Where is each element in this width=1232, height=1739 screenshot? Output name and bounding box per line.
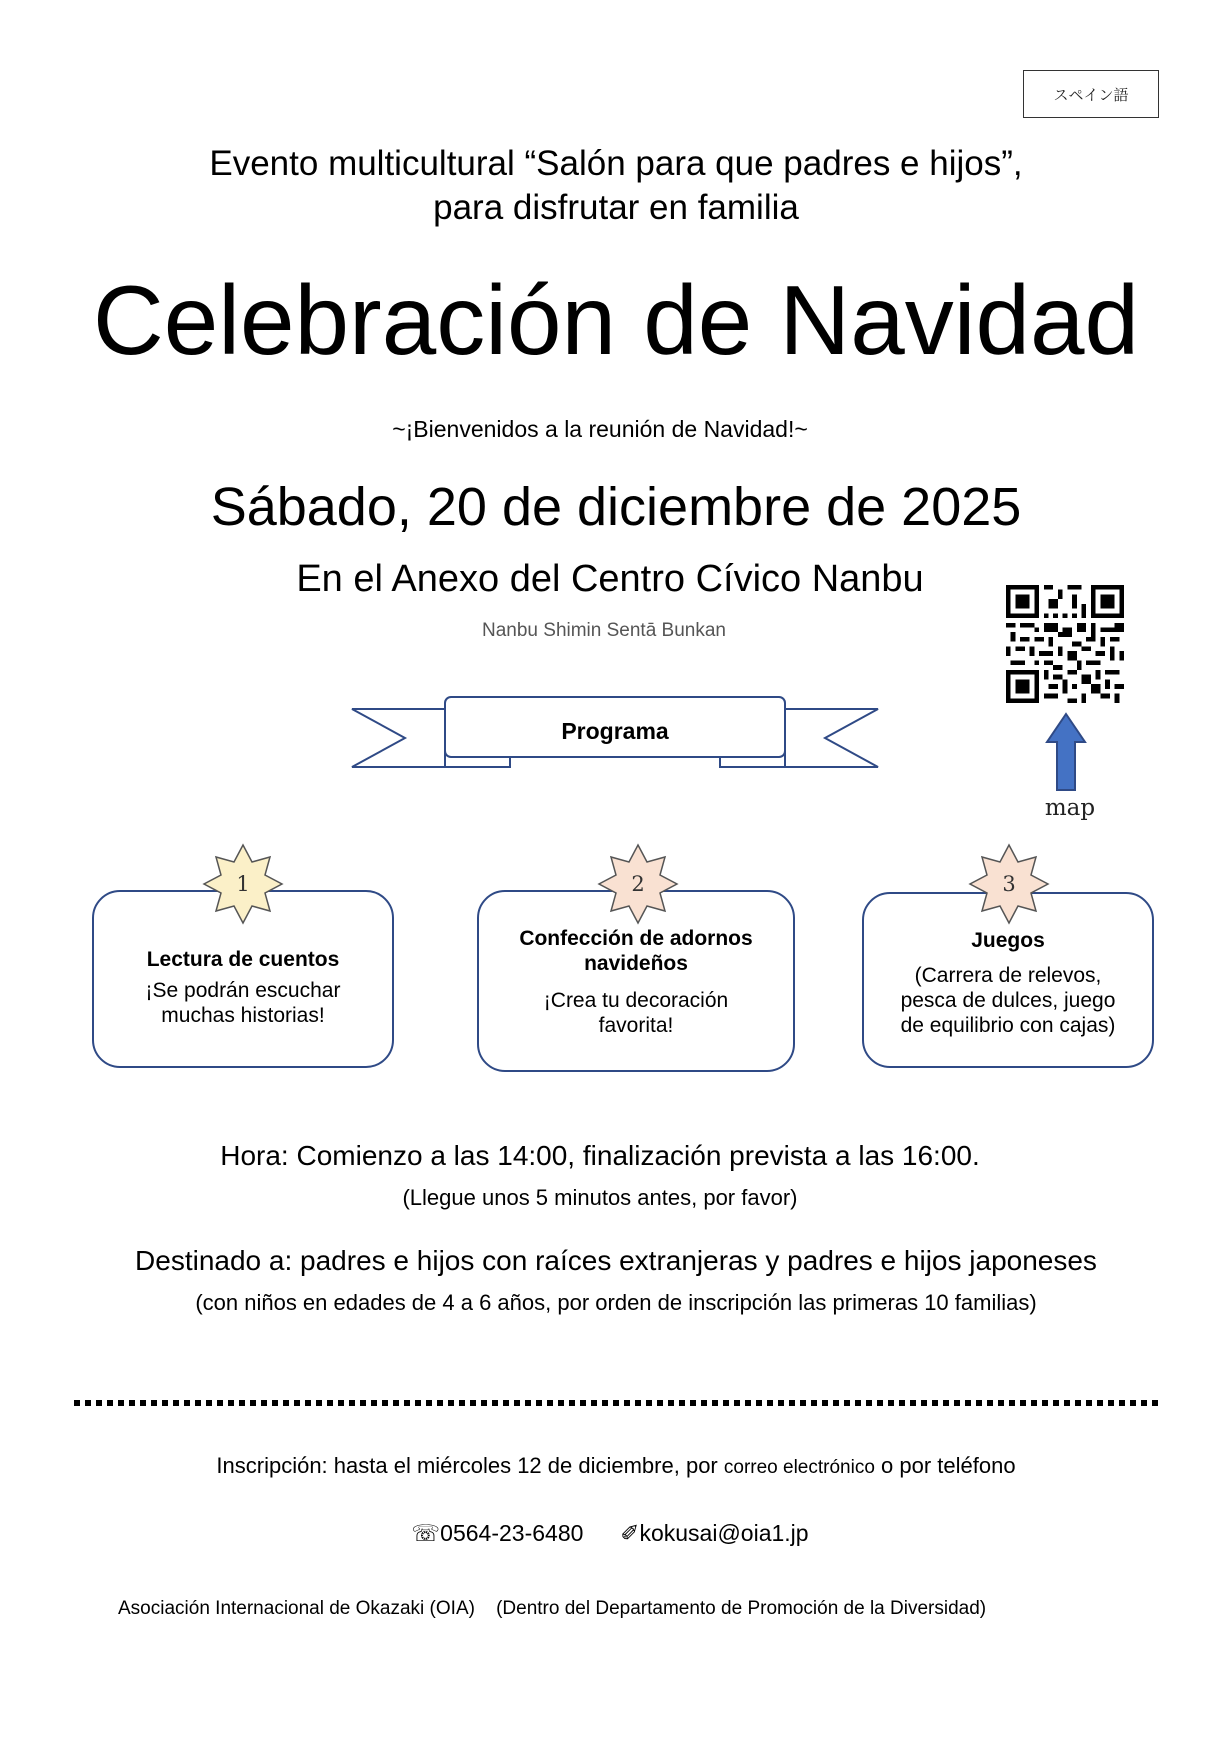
up-arrow-icon [1045,712,1087,792]
program-banner-label: Programa [561,718,669,744]
registration-part-2: correo electrónico [723,1457,875,1478]
language-badge: スペイン語 [1023,70,1159,118]
program-card-2-desc-line-2: favorita! [598,1014,674,1037]
organization-name: Asociación Internacional de Okazaki (OIA) [118,1598,475,1619]
event-time: Hora: Comienzo a las 14:00, finalización prevista a las 16:00. [220,1140,980,1171]
program-card-1-desc-line-2: muchas historias! [161,1004,325,1027]
organization-department: (Dentro del Departamento de Promoción de la Diversidad) [496,1598,987,1619]
event-venue: En el Anexo del Centro Cívico Nanbu [296,558,924,600]
program-card-1-desc-line-1: ¡Se podrán escuchar [145,979,341,1002]
program-card-2-title-line-2: navideños [584,952,688,975]
event-target: Destinado a: padres e hijos con raíces extranjeras y padres e hijos japoneses [135,1245,1097,1276]
registration-part-3: o por teléfono [874,1453,1016,1478]
organization-footer [118,1598,986,1620]
event-time-note: (Llegue unos 5 minutos antes, por favor) [402,1185,798,1210]
venue-reading: Nanbu Shimin Sentā Bunkan [482,620,726,641]
program-card-3-desc-line-2: pesca de dulces, juego [900,989,1116,1012]
event-target-note: (con niños en edades de 4 a 6 años, por orden de inscripción las primeras 10 familias) [195,1290,1037,1315]
subtitle-line-1: Evento multicultural “Salón para que padres e hijos”, [209,144,1023,183]
map-qr-code[interactable] [1006,585,1124,703]
program-card-2-desc-line-1: ¡Crea tu decoración [543,989,729,1012]
program-card-3-title: Juegos [971,929,1045,952]
subtitle-line-2: para disfrutar en familia [433,188,799,227]
map-label: map [1044,795,1096,821]
dotted-separator [72,1399,1162,1407]
program-number-2: 2 [631,872,645,896]
program-card-2-title-line-1: Confección de adornos [519,927,753,950]
program-card-1-title: Lectura de cuentos [146,948,340,971]
contact-email[interactable]: ✐kokusai@oia1.jp [620,1520,809,1546]
registration-part-1: Inscripción: hasta el miércoles 12 de diciembre, por [216,1453,724,1478]
registration-text [0,1453,1232,1479]
contact-info [0,1520,1226,1547]
event-date: Sábado, 20 de diciembre de 2025 [210,477,1022,537]
program-card-3-desc-line-1: (Carrera de relevos, [914,964,1102,987]
welcome-text: ~¡Bienvenidos a la reunión de Navidad!~ [392,416,808,442]
contact-phone[interactable]: ☏0564-23-6480 [411,1520,584,1546]
main-title: Celebración de Navidad [93,265,1139,375]
program-number-3: 3 [1002,872,1016,896]
program-card-3-desc-line-3: de equilibrio con cajas) [900,1014,1116,1037]
program-number-1: 1 [236,872,250,896]
